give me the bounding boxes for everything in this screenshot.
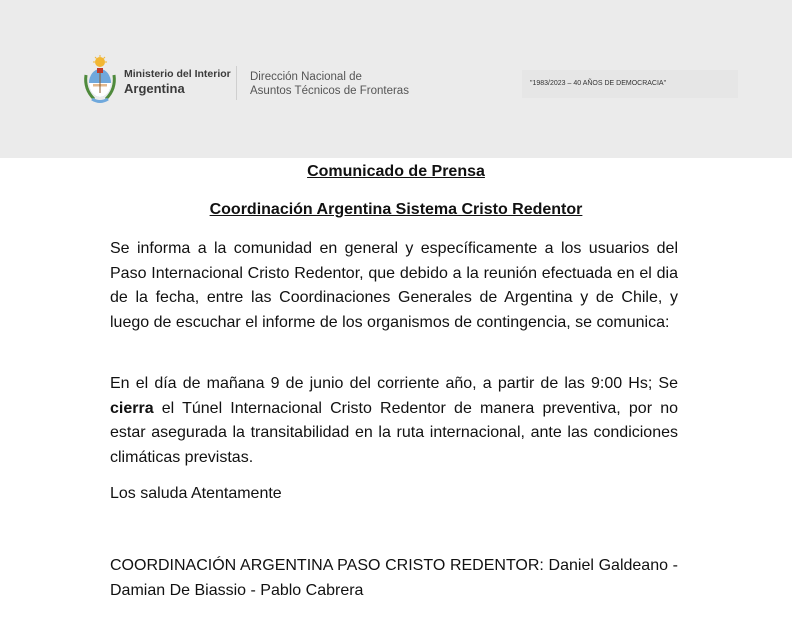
ministry-line-2: Argentina (124, 81, 185, 96)
closure-text-start: En el día de mañana 9 de junio del corriente año, a partir de las 9:00 Hs; Se (110, 375, 678, 392)
closure-keyword: cierra (110, 399, 154, 417)
ministry-name (124, 68, 234, 97)
document-title: Comunicado de Prensa (307, 163, 485, 180)
header-divider (236, 66, 237, 100)
paragraph-intro: Se informa a la comunidad en general y específicamente a los usuarios del Paso Internacional Cristo Redentor, que debido a la reunión efectuada en el dia de la fecha, entre las Coordinaciones Generales de Argentina y de Chile, y luego de escuchar el informe de los organismos de contingencia, se comunica: (110, 240, 678, 331)
direction-name (250, 70, 450, 98)
header-banner (0, 0, 792, 158)
closing-greeting: Los saluda Atentamente (110, 485, 282, 502)
direction-line-1: Dirección Nacional de (250, 71, 362, 83)
signature-block: COORDINACIÓN ARGENTINA PASO CRISTO REDENTOR: Daniel Galdeano - Damian De Biassio - Pablo Cabrera (110, 557, 678, 599)
closure-text-end: el Túnel Internacional Cristo Redentor de manera preventiva, por no estar asegurada la transitabilidad en la ruta internacional, ante las condiciones climáticas previstas. (110, 399, 678, 466)
argentina-coat-of-arms-icon (82, 55, 118, 105)
ministry-line-1: Ministerio del Interior (124, 68, 231, 80)
democracy-motto: "1983/2023 – 40 AÑOS DE DEMOCRACIA" (530, 80, 667, 87)
direction-line-2: Asuntos Técnicos de Fronteras (250, 85, 409, 97)
paragraph-closure-notice (110, 372, 678, 470)
document-subtitle: Coordinación Argentina Sistema Cristo Redentor (209, 201, 583, 218)
